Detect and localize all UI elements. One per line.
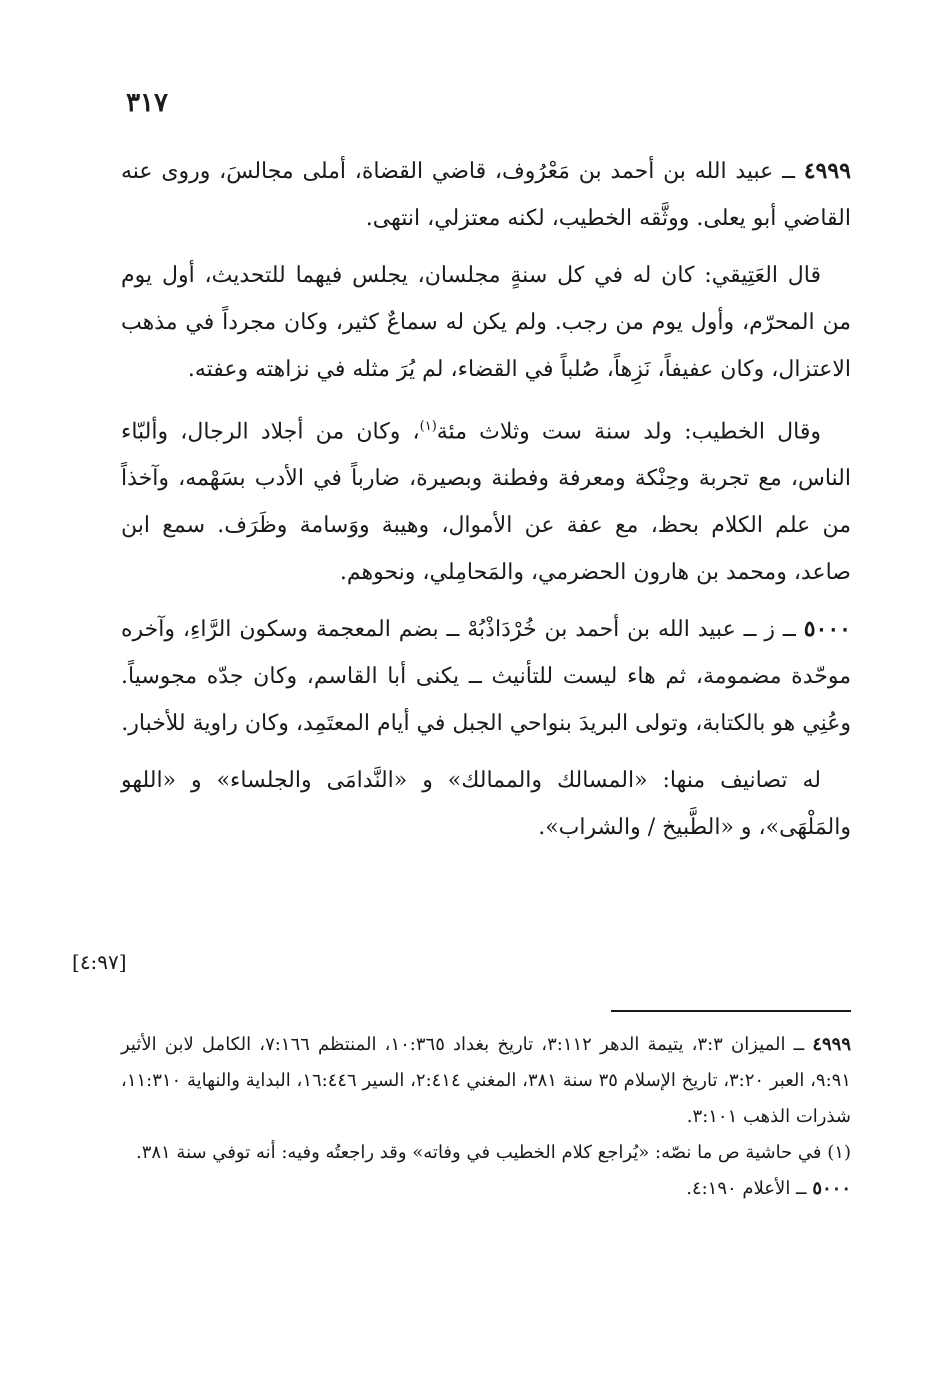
- entry-5000-intro: [121, 606, 851, 747]
- entry-text: ، وكان من أجلاد الرجال، وألبّاء الناس، مع تجربة وحِنْكة ومعرفة وفطنة وبصيرة، ضارباً في الأدب بسَهْمه، وآخذاً من علم الكلام بحظ، مع عفة عن الأموال، وهيبة ووَسامة وظَرَف. سمع ابن صاعد، ومحمد بن هارون الحضرمي، والمَحامِلي، ونحوهم.: [121, 419, 851, 586]
- page-number: ٣١٧: [126, 88, 168, 118]
- footnote-1: [121, 1135, 851, 1171]
- footnotes: [121, 1027, 851, 1207]
- entry-text: ــ عبيد الله بن أحمد بن مَعْرُوف، قاضي القضاة، أملى مجالسَ، وروى عنه القاضي أبو يعلى. ووثَّقه الخطيب، لكنه معتزلي، انتهى.: [121, 159, 851, 231]
- entry-number: ٤٩٩٩: [803, 158, 851, 184]
- footnote-text: ــ الأعلام ٤:١٩٠.: [686, 1178, 807, 1199]
- margin-reference: [٤:٩٧]: [72, 950, 127, 974]
- entry-text: ــ ز ــ عبيد الله بن أحمد بن خُرْدَاذْبُهْ ــ بضم المعجمة وسكون الرَّاءِ، وآخره موحّدة مضمومة، ثم هاء ليست للتأنيث ــ يكنى أبا القاسم، وكان جدّه مجوسياً. وعُنِي هو بالكتابة، وتولى البريدَ بنواحي الجبل في أيام المعتَمِد، وكان راوية للأخبار.: [121, 617, 851, 737]
- footnote-marker: (١): [419, 419, 437, 434]
- footnote-text: في حاشية ص ما نصّه: «يُراجع كلام الخطيب في وفاته» وقد راجعتُه وفيه: أنه توفي سنة ٣٨١.: [135, 1142, 822, 1163]
- footnote-divider: [611, 1010, 851, 1012]
- entry-4999-intro: [121, 148, 851, 242]
- entry-5000-works: له تصانيف منها: «المسالك والممالك» و «النَّدامَى والجلساء» و «اللهو والمَلْهَى»، و «الطَّبيخ / والشراب».: [121, 768, 851, 841]
- entry-number: ٥٠٠٠: [803, 616, 851, 643]
- footnote-text: ــ الميزان ٣:٣، يتيمة الدهر ٣:١١٢، تاريخ بغداد ١٠:٣٦٥، المنتظم ٧:١٦٦، الكامل لابن الأثير ٩:٩١، العبر ٣:٢٠، تاريخ الإسلام ٣٥ سنة ٣٨١، المغني ٢:٤١٤، السير ١٦:٤٤٦، البداية والنهاية ١١:٣١٠، شذرات الذهب ٣:١٠١.: [121, 1034, 851, 1127]
- entry-4999-atiqi: قال العَتِيقي: كان له في كل سنةٍ مجلسان، يجلس فيهما للتحديث، أول يوم من المحرّم، وأول يوم من رجب. ولم يكن له سماعٌ كثير، وكان مجرداً في مذهب الاعتزال، وكان عفيفاً، نَزِهاً، صُلباً في القضاء، لم يُرَ مثله في نزاهته وعفته.: [121, 263, 851, 382]
- footnote-5000: [121, 1171, 851, 1207]
- entry-4999-khatib: [121, 403, 851, 596]
- main-text: [121, 148, 851, 861]
- footnote-4999: [121, 1027, 851, 1135]
- entry-text: وقال الخطيب: ولد سنة ست وثلاث مئة: [436, 419, 821, 445]
- footnote-label: ٤٩٩٩: [812, 1034, 851, 1055]
- footnote-label: (١): [827, 1142, 851, 1163]
- footnote-label: ٥٠٠٠: [812, 1178, 851, 1199]
